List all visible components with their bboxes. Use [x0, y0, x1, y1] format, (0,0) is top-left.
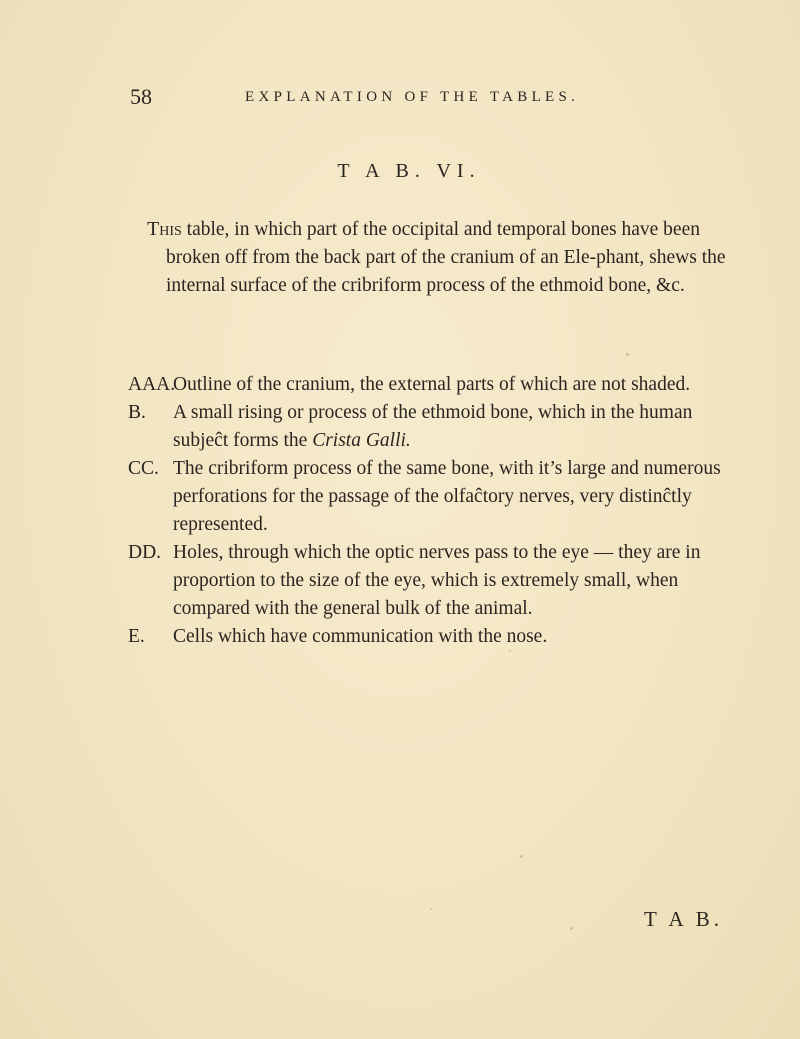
legend-entries — [128, 371, 743, 651]
entry-text: Outline of the cranium, the external parts of which are not shaded. — [173, 374, 691, 395]
paper-speck — [509, 650, 511, 652]
paper-speck — [570, 927, 573, 930]
paper-speck — [430, 908, 432, 910]
intro-paragraph — [147, 215, 737, 300]
legend-entry — [128, 399, 743, 455]
entry-text-wrap — [173, 399, 743, 455]
table-title: T A B. VI. — [337, 160, 481, 182]
legend-entry — [128, 539, 743, 623]
entry-key: B. — [128, 402, 146, 423]
entry-key: AAA. — [128, 374, 176, 395]
entry-key: E. — [128, 626, 145, 647]
paper-speck — [626, 353, 629, 356]
paper-speck — [520, 855, 523, 858]
entry-italic: Crista Galli. — [312, 430, 411, 451]
intro-text — [147, 215, 737, 300]
entry-text: Holes, through which the optic nerves pass to the eye — they are in proportion to the size of the eye, which is extremely small, when compared with the general bulk of the animal. — [173, 542, 701, 619]
legend-entry — [128, 623, 743, 651]
entry-key: CC. — [128, 458, 159, 479]
entry-key: DD. — [128, 542, 162, 563]
entry-text: A small rising or process of the ethmoid bone, which in the human subjeĉt forms the — [173, 402, 693, 451]
legend-entry — [128, 371, 743, 399]
entry-text: Cells which have communication with the nose. — [173, 626, 548, 647]
entry-text: The cribriform process of the same bone, with it’s large and numerous perforations for the passage of the olfaĉtory nerves, very distinĉtly represented. — [173, 458, 721, 535]
running-head: EXPLANATION OF THE TABLES. — [245, 89, 580, 105]
legend-entry — [128, 455, 743, 539]
intro-lead: This — [147, 218, 182, 240]
page-number: 58 — [130, 84, 152, 109]
intro-body: table, in which part of the occipital and temporal bones have been broken off from the back part of the cranium of an Ele-phant, shews the internal surface of the cribriform process of the ethmoid bone, &c. — [166, 219, 726, 296]
catchword: T A B. — [644, 907, 724, 931]
